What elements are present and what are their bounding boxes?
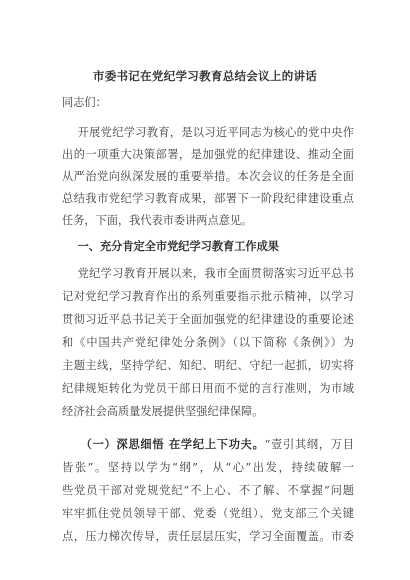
section-line: 和《中国共产党纪律处分条例》（以下简称《条例》）为 [62,336,354,349]
section-line: 党纪学习教育开展以来，我市全面贯彻落实习近平总书 [62,267,354,280]
subsection-line: 皆张”。坚持以学为“纲”，从“心”出发，持续破解一 [62,461,354,474]
subsection-line: 牢牢抓住党员领导干部、党委（党组）、党支部三个关键 [62,507,354,520]
section-line: 纪律规矩转化为党员干部日用而不觉的言行准则，为市域 [62,382,354,395]
subsection-first-text: “壹引其纲，万目 [264,438,354,451]
subsection-line: 些党员干部对党规党纪“不上心、不了解、不掌握”问题 [62,484,354,497]
subsection-line: 点，压力梯次传导，责任层层压实，学习全面覆盖。市委 [62,530,354,543]
intro-line: 开展党纪学习教育，是以习近平同志为核心的党中央作 [62,126,354,139]
document-title: 市委书记在党纪学习教育总结会议上的讲话 [92,69,318,83]
subsection-first-line [62,437,354,453]
salutation: 同志们： [62,96,107,109]
section-line: 记对党纪学习教育作出的系列重要指示批示精神，以学习 [62,290,354,303]
intro-line: 总结我市党纪学习教育成果，部署下一阶段纪律建设重点 [62,192,354,205]
subsection-label: （一）深思细悟 在学纪上下功夫。 [62,438,265,451]
intro-line: 出的一项重大决策部署，是加强党的纪律建设、推动全面 [62,148,354,161]
intro-line: 任务，下面，我代表市委讲两点意见。 [62,214,253,227]
section-line: 贯彻习近平总书记关于全面加强党的纪律建设的重要论述 [62,313,354,326]
intro-line: 从严治党向纵深发展的重要举措。本次会议的任务是全面 [62,170,354,183]
section-line: 经济社会高质量发展提供坚强纪律保障。 [62,405,264,418]
section-line: 主题主线，坚持学纪、知纪、明纪、守纪一起抓，切实将 [62,359,354,372]
section-heading: 一、充分肯定全市党纪学习教育工作成果 [62,240,279,253]
